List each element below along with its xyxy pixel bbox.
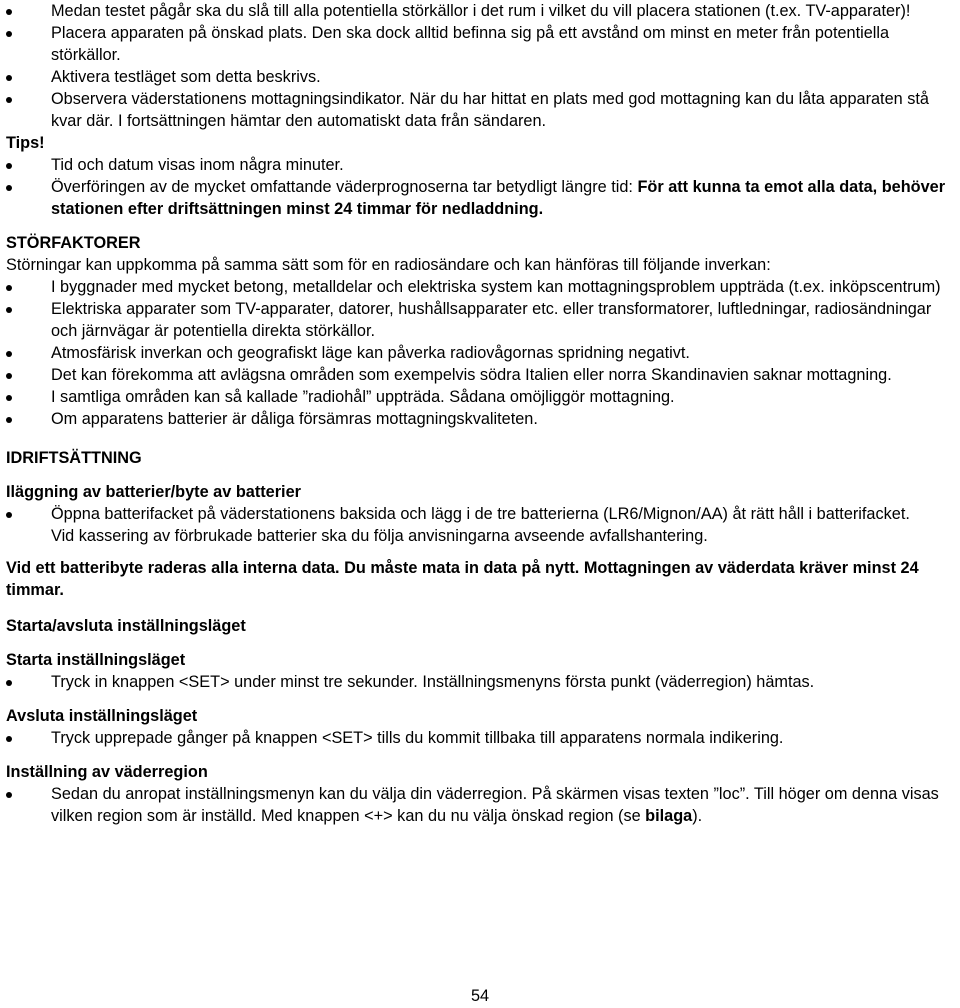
battery-note: Vid ett batteribyte raderas alla interna data. Du måste mata in data på nytt. Mottagningen av väderdata kräver minst 24 timmar.	[6, 559, 919, 599]
bullet-icon	[6, 680, 12, 686]
bullet-icon	[6, 9, 12, 15]
battery-disposal-text: Vid kassering av förbrukade batterier ska du följa anvisningarna avseende avfallshantering.	[51, 527, 708, 545]
bullet-icon	[6, 31, 12, 37]
bullet-icon	[6, 736, 12, 742]
bullet-icon	[6, 163, 12, 169]
document-page	[6, 0, 956, 827]
intro-list	[6, 0, 956, 132]
start-settings-list	[6, 671, 956, 693]
bullet-icon	[6, 373, 12, 379]
list-item: I samtliga områden kan så kallade ”radiohål” uppträda. Sådana omöjliggör mottagning.	[6, 386, 956, 408]
bullet-icon	[6, 792, 12, 798]
settings-heading: Starta/avsluta inställningsläget	[6, 617, 246, 635]
list-item: Tryck upprepade gånger på knappen <SET> tills du kommit tillbaka till apparatens normala indikering.	[6, 727, 956, 749]
storfaktorer-heading: STÖRFAKTORER	[6, 234, 141, 252]
bullet-icon	[6, 97, 12, 103]
list-item: Medan testet pågår ska du slå till alla potentiella störkällor i det rum i vilket du vill placera stationen (t.ex. TV-apparater)!	[6, 0, 956, 22]
bullet-icon	[6, 185, 12, 191]
region-list	[6, 783, 956, 827]
list-item: Sedan du anropat inställningsmenyn kan du välja din väderregion. På skärmen visas texten ”loc”. Till höger om denna visas vilken region som är inställd. Med knappen <+> kan du nu välja önskad region (se bilaga).	[6, 783, 956, 827]
list-item: Tid och datum visas inom några minuter.	[6, 154, 956, 176]
list-item: Aktivera testläget som detta beskrivs.	[6, 66, 956, 88]
list-item: Öppna batterifacket på väderstationens baksida och lägg i de tre batterierna (LR6/Mignon/AA) åt rätt håll i batterifacket.	[6, 503, 956, 525]
list-item: Placera apparaten på önskad plats. Den ska dock alltid befinna sig på ett avstånd om minst en meter från potentiella störkällor.	[6, 22, 956, 66]
list-item: Observera väderstationens mottagningsindikator. När du har hittat en plats med god mottagning kan du låta apparaten stå kvar där. I fortsättningen hämtar den automatiskt data från sändaren.	[6, 88, 956, 132]
list-item: Om apparatens batterier är dåliga försämras mottagningskvaliteten.	[6, 408, 956, 430]
list-item: I byggnader med mycket betong, metalldelar och elektriska system kan mottagningsproblem uppträda (t.ex. inköpscentrum)	[6, 276, 956, 298]
bullet-icon	[6, 307, 12, 313]
region-heading: Inställning av väderregion	[6, 763, 208, 781]
tips-list	[6, 154, 956, 220]
list-item: Elektriska apparater som TV-apparater, datorer, hushållsapparater etc. eller transformatorer, luftledningar, radiosändningar och järnvägar är potentiella direkta störkällor.	[6, 298, 956, 342]
list-item: Det kan förekomma att avlägsna områden som exempelvis södra Italien eller norra Skandinavien saknar mottagning.	[6, 364, 956, 386]
end-settings-heading: Avsluta inställningsläget	[6, 707, 198, 725]
bullet-icon	[6, 512, 12, 518]
bullet-icon	[6, 75, 12, 81]
list-item: Överföringen av de mycket omfattande väderprognoserna tar betydligt längre tid: För att kunna ta emot alla data, behöver stationen efter driftsättningen minst 24 timmar för nedladdning.	[6, 176, 956, 220]
bullet-icon	[6, 351, 12, 357]
tips-label: Tips!	[6, 134, 45, 152]
idrift-heading: IDRIFTSÄTTNING	[6, 449, 142, 467]
storfaktorer-intro: Störningar kan uppkomma på samma sätt som för en radiosändare och kan hänföras till följande inverkan:	[6, 256, 771, 274]
battery-heading: Iläggning av batterier/byte av batterier	[6, 483, 301, 501]
start-settings-heading: Starta inställningsläget	[6, 651, 186, 669]
bullet-icon	[6, 417, 12, 423]
battery-list	[6, 503, 956, 525]
list-item: Atmosfärisk inverkan och geografiskt läge kan påverka radiovågornas spridning negativt.	[6, 342, 956, 364]
page-number: 54	[470, 987, 490, 1005]
list-item: Tryck in knappen <SET> under minst tre sekunder. Inställningsmenyns första punkt (väderregion) hämtas.	[6, 671, 956, 693]
storfaktorer-list	[6, 276, 956, 430]
end-settings-list	[6, 727, 956, 749]
bullet-icon	[6, 285, 12, 291]
bullet-icon	[6, 395, 12, 401]
